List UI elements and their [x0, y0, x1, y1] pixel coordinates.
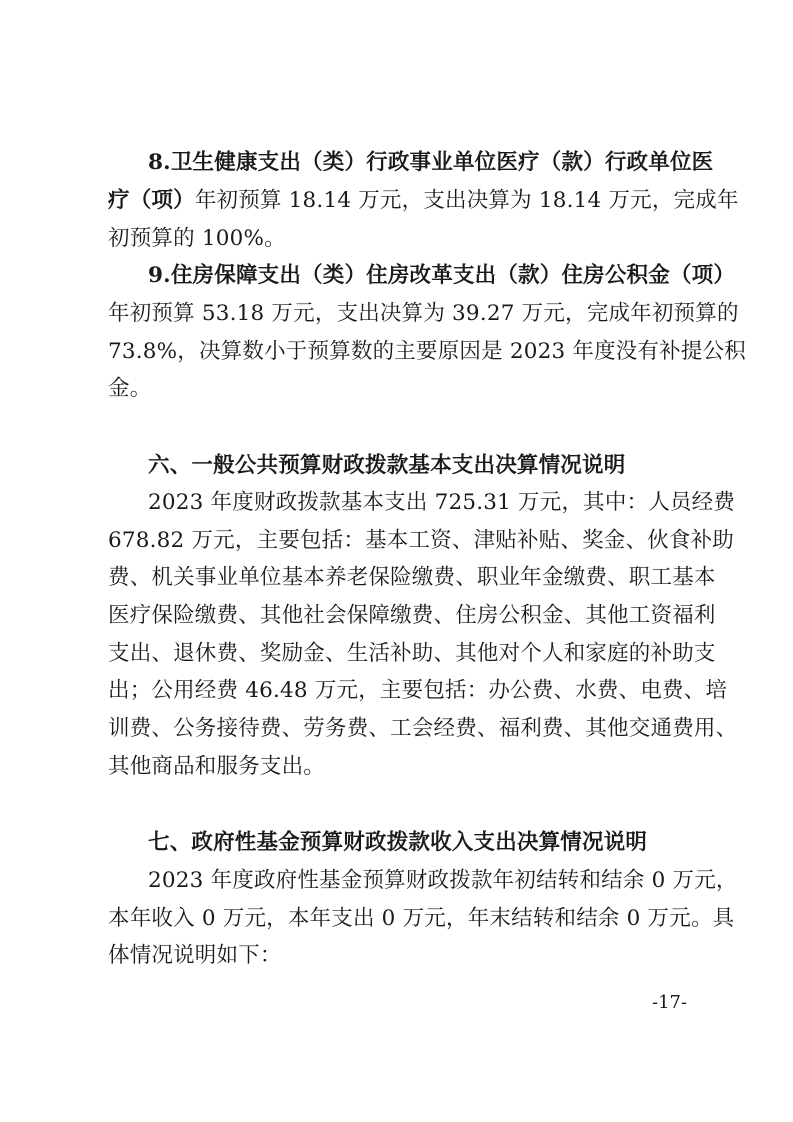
section6-title: 六、一般公共预算财政拨款基本支出决算情况说明: [148, 453, 626, 478]
section6-line: 支出、退休费、奖励金、生活补助、其他对个人和家庭的补助支: [108, 641, 716, 666]
section6-line: 678.82 万元，主要包括：基本工资、津贴补贴、奖金、伙食补助: [108, 528, 734, 553]
item9-text-line2: 年初预算 53.18 万元，支出决算为 39.27 万元，完成年初预算的: [108, 301, 739, 326]
section7-line: 本年收入 0 万元，本年支出 0 万元，年末结转和结余 0 万元。具: [108, 906, 735, 931]
section6-line: 费、机关事业单位基本养老保险缴费、职业年金缴费、职工基本: [108, 565, 716, 590]
section7-line: 体情况说明如下：: [108, 943, 282, 968]
section6-line: 训费、公务接待费、劳务费、工会经费、福利费、其他交通费用、: [108, 716, 738, 741]
section6-line: 其他商品和服务支出。: [108, 754, 326, 779]
item9-heading-line1: 9.住房保障支出（类）住房改革支出（款）住房公积金（项）: [148, 263, 736, 288]
section6-line: 2023 年度财政拨款基本支出 725.31 万元，其中：人员经费: [148, 490, 736, 515]
section7-line: 2023 年度政府性基金预算财政拨款年初结转和结余 0 万元，: [148, 868, 738, 893]
item8-text-line3: 初预算的 100%。: [108, 226, 286, 251]
section6-line: 医疗保险缴费、其他社会保障缴费、住房公积金、其他工资福利: [108, 603, 716, 628]
section6-line: 出；公用经费 46.48 万元，主要包括：办公费、水费、电费、培: [108, 678, 728, 703]
item8-line2: [108, 190, 739, 212]
item8-heading-line2: 疗（项）: [108, 188, 195, 213]
item9-text-line4: 金。: [108, 376, 152, 401]
page-number: -17-: [652, 992, 688, 1013]
section7-title: 七、政府性基金预算财政拨款收入支出决算情况说明: [148, 830, 648, 855]
item9-text-line3: 73.8%，决算数小于预算数的主要原因是 2023 年度没有补提公积: [108, 339, 746, 364]
item8-text-line2: 年初预算 18.14 万元，支出决算为 18.14 万元，完成年: [194, 188, 739, 213]
item8-heading-line1: 8.卫生健康支出（类）行政事业单位医疗（款）行政单位医: [148, 150, 714, 175]
